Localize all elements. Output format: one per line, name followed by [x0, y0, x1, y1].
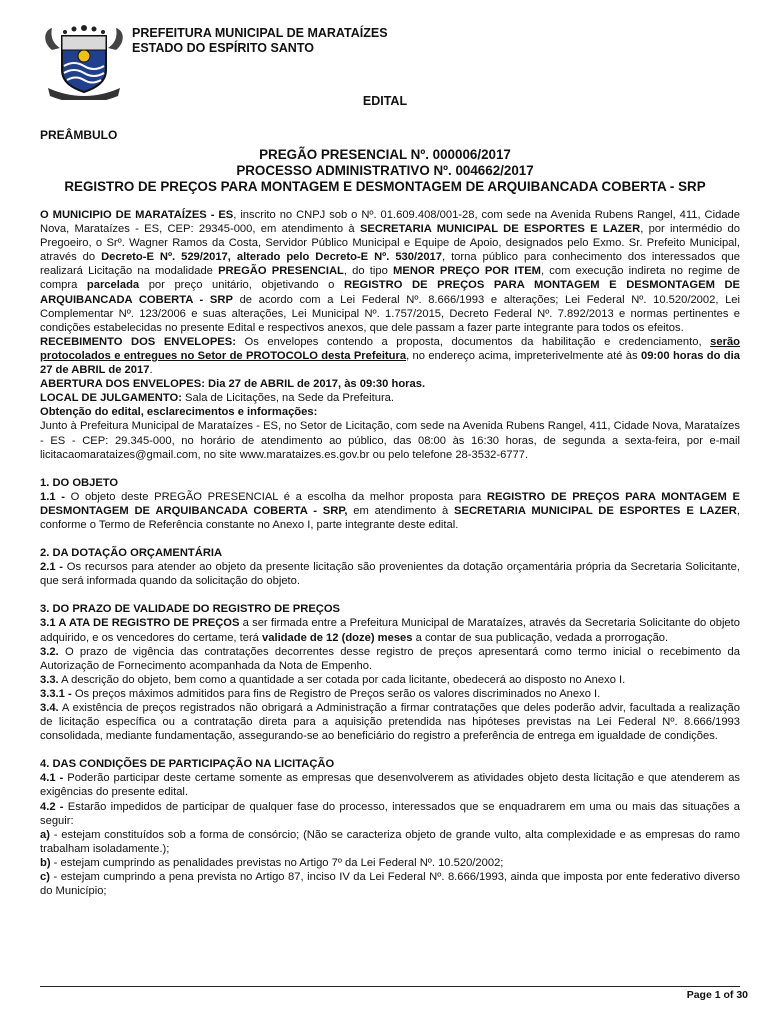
section-2-title: 2. DA DOTAÇÃO ORÇAMENTÁRIA: [40, 547, 223, 560]
text: , torna público para conhecimento dos interessados que realizará Licitação na modalidade: [40, 251, 740, 278]
document-body: [40, 208, 740, 898]
document-titles: [20, 147, 750, 195]
text: Poderão participar deste certame somente as empresas que desenvolverem as atividades objeto desta licitação e que atenderem as exigências do presente edital.: [40, 772, 741, 799]
text: Sala de Licitações, na Sede da Prefeitura.: [181, 392, 394, 405]
text: - estejam constituídos sob a forma de consórcio; (Não se caracteriza objeto de grande vulto, alta complexidade e as empresas do ramo trabalham isoladamente.);: [40, 828, 740, 855]
section-4-1: [40, 771, 740, 799]
bold-text: REGISTRO DE PREÇOS PARA MONTAGEM E DESMONTAGEM DE ARQUIBANCADA COBERTA - SRP,: [40, 490, 740, 517]
bold-text: 3.3.1 -: [40, 687, 72, 700]
letterhead: [40, 20, 740, 100]
bold-text: 3.3.: [40, 673, 59, 686]
bold-text: 1.1 -: [40, 490, 65, 503]
text: por preço unitário, objetivando o: [139, 279, 344, 292]
municipal-coat-of-arms: [40, 20, 128, 100]
section-3-title: 3. DO PRAZO DE VALIDADE DO REGISTRO DE PREÇOS: [40, 603, 341, 616]
text: Os preços máximos admitidos para fins de Registro de Preços serão os valores discriminados no Anexo I.: [71, 687, 601, 700]
footer-rule: [40, 986, 740, 987]
letterhead-text: [132, 26, 388, 56]
section-3-4: [40, 701, 740, 743]
text: - estejam cumprindo as penalidades previstas no Artigo 7º da Lei Federal Nº. 10.520/2002;: [50, 856, 504, 869]
bold-text: 3.1 A ATA DE REGISTRO DE PREÇOS: [40, 617, 240, 630]
text: de acordo com a Lei Federal Nº. 8.666/1993 e alterações; Lei Federal Nº. 10.520/2002, Lei Complementar Nº. 123/2006 e suas alterações, Lei Municipal Nº. 1.757/2015, Decreto Federal Nº. 7.892/2013 e normas pertinentes e condições estabelecidas no presente Edital e respectivos anexos, que dele passam a fazer parte integrante para todos os efeitos.: [40, 293, 741, 334]
preamble-heading: PREÂMBULO: [40, 128, 118, 142]
bold-text: b): [40, 856, 51, 869]
text: a ser firmada entre a Prefeitura Municipal de Marataízes, através da Secretaria Solicitante do objeto adquirido, e os vencedores do certame, terá: [40, 617, 740, 644]
bold-text: parcelada: [86, 279, 140, 292]
text: O objeto deste PREGÃO PRESENCIAL é a escolha da melhor proposta para: [64, 490, 487, 503]
intro-paragraph: [40, 208, 740, 335]
bold-text: RECEBIMENTO DOS ENVELOPES:: [40, 335, 236, 348]
text: A descrição do objeto, bem como a quantidade a ser cotada por cada licitante, obedecerá ao disposto no Anexo I.: [58, 673, 626, 686]
section-4-2-b: [40, 856, 740, 870]
bold-text: PREGÃO PRESENCIAL: [218, 265, 344, 278]
bold-text: 4.1 -: [40, 772, 64, 785]
text: em atendimento à: [347, 504, 455, 517]
section-4-title: 4. DAS CONDIÇÕES DE PARTICIPAÇÃO NA LICITAÇÃO: [40, 758, 335, 771]
info-paragraph: Junto à Prefeitura Municipal de Marataízes - ES, no Setor de Licitação, com sede na Avenida Rubens Rangel, 411, Cidade Nova, Marataízes - ES - CEP: 29.345-000, no horário de atendimento ao público, das 08:00 às 16:30 horas, de segunda a sexta-feira, por e-mail licitacaomarataizes@gmail.com, no site www.marataizes.es.gov.br ou pelo telefone 28-3532-6777.: [40, 420, 740, 461]
text: , com execução indireta no regime de compra: [40, 265, 741, 292]
bold-text: Obtenção do edital, esclarecimentos e informações:: [40, 406, 318, 419]
title-objeto: REGISTRO DE PREÇOS PARA MONTAGEM E DESMONTAGEM DE ARQUIBANCADA COBERTA - SRP: [64, 179, 706, 194]
bold-text: SECRETARIA MUNICIPAL DE ESPORTES E LAZER: [359, 223, 641, 236]
bold-text: a): [40, 828, 50, 841]
text: O prazo de vigência das contratações decorrentes desse registro de preços apresentará como termo inicial o recebimento da Autorização de Fornecimento acompanhada da Nota de Empenho.: [40, 645, 740, 672]
text: - estejam cumprindo a pena prevista no Artigo 87, inciso IV da Lei Federal Nº. 8.666/1993, ainda que imposta por ente federativo diverso do Município;: [40, 871, 740, 898]
section-1-paragraph: [40, 490, 740, 532]
bold-text: ABERTURA DOS ENVELOPES: Dia 27 de ABRIL de 2017, às 09:30 horas.: [40, 378, 426, 391]
section-3-2: [40, 645, 740, 673]
info-heading: [40, 405, 740, 419]
bold-text: REGISTRO DE PREÇOS PARA MONTAGEM E DESMONTAGEM DE ARQUIBANCADA COBERTA - SRP: [40, 279, 740, 306]
section-4-2: [40, 800, 740, 828]
section-1-title: 1. DO OBJETO: [40, 476, 119, 489]
underlined-text: serão protocolados e entregues no Setor de PROTOCOLO desta Prefeitura: [40, 335, 740, 362]
text: .: [149, 364, 153, 377]
bold-text: LOCAL DE JULGAMENTO:: [40, 392, 182, 405]
section-4-2-a: [40, 828, 740, 856]
text: , inscrito no CNPJ sob o Nº. 01.609.408/001-28, com sede na Avenida Rubens Rangel, 411, Cidade Nova, Marataízes - ES, CEP: 29345-000, em atendimento à: [40, 209, 741, 236]
bold-text: O MUNICIPIO DE MARATAÍZES - ES: [40, 209, 234, 221]
envelope-receipt: [40, 335, 740, 377]
section-2-paragraph: [40, 560, 740, 588]
title-pregao: PREGÃO PRESENCIAL Nº. 000006/2017: [259, 147, 511, 162]
section-3-1: [40, 616, 740, 644]
municipality-name: PREFEITURA MUNICIPAL DE MARATAÍZES: [132, 26, 388, 40]
bold-text: c): [40, 871, 50, 884]
bold-text: 3.4.: [40, 702, 59, 714]
bold-text: validade de 12 (doze) meses: [262, 631, 413, 644]
page-number: Page 1 of 30: [686, 989, 748, 1001]
title-processo: PROCESSO ADMINISTRATIVO Nº. 004662/2017: [236, 163, 534, 178]
bold-text: 09:00 horas do dia 27 de ABRIL de 2017: [40, 349, 740, 377]
bold-text: 2.1 -: [40, 561, 64, 574]
text: a contar de sua publicação, vedada a prorrogação.: [412, 631, 669, 644]
bold-text: 4.2 -: [40, 800, 64, 813]
state-name: ESTADO DO ESPÍRITO SANTO: [132, 41, 314, 55]
bold-text: MENOR PREÇO POR ITEM: [393, 265, 541, 278]
bold-text: SECRETARIA MUNICIPAL DE ESPORTES E LAZER: [454, 504, 737, 517]
bold-text: 3.2.: [40, 645, 59, 658]
bold-text: Decreto-E Nº. 529/2017, alterado pelo Decreto-E Nº. 530/2017: [101, 251, 442, 264]
section-3-3-1: [40, 687, 740, 701]
text: Estarão impedidos de participar de qualquer fase do processo, interessados que se enquadrarem em uma ou mais das situações a seguir:: [40, 800, 740, 827]
section-3-3: [40, 673, 740, 687]
text: A existência de preços registrados não obrigará a Administração a firmar contratações que deles poderão advir, facultada a realização de licitação específica ou a contratação direta para a aquisição pretendida nas hipóteses previstas na Lei Federal Nº. 8.666/1993 consolidada, mediante fundamentação, assegurando-se ao beneficiário do registro a preferência de entrega em igualdade de condições.: [40, 702, 740, 743]
judgment-location: [40, 391, 740, 405]
text: , por intermédio do Pregoeiro, o Srº. Wagner Ramos da Costa, Servidor Público Municipal e Equipe de Apoio, designados pelo Exmo. Sr. Prefeito Municipal, através do: [40, 223, 740, 264]
text: , conforme o Termo de Referência constante no Anexo I, parte integrante deste edital.: [40, 504, 740, 531]
text: , no endereço acima, impreterivelmente até às: [406, 349, 641, 362]
section-4-2-c: [40, 870, 740, 898]
envelope-opening: [40, 377, 740, 391]
text: , do tipo: [343, 265, 394, 278]
text: Os envelopes contendo a proposta, documentos da habilitação e credenciamento,: [235, 335, 711, 348]
document-type: EDITAL: [362, 94, 408, 108]
text: Os recursos para atender ao objeto da presente licitação são provenientes da dotação orçamentária própria da Secretaria Solicitante, que será informada quando da solicitação do objeto.: [40, 561, 740, 588]
